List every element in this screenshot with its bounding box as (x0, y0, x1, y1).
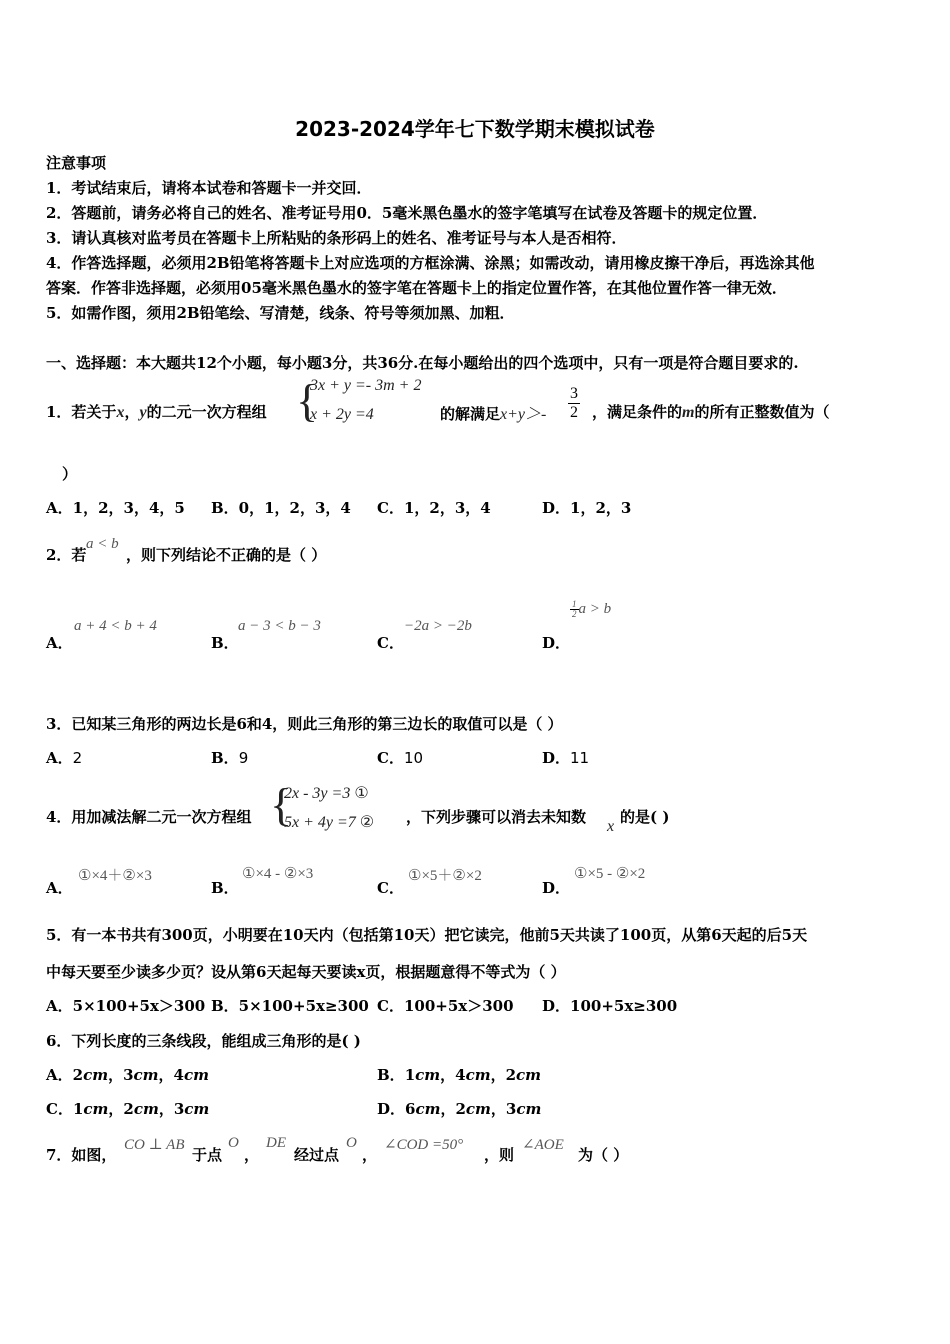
q4-option-a-label: A． (46, 879, 73, 897)
q7-angle-cod: ∠COD =50° (384, 1137, 464, 1153)
q6-option-b: B．1cm，4cm，2cm (377, 1066, 542, 1084)
q2-tail: ，则下列结论不正确的是（ ） (126, 546, 327, 564)
notice-item: 1．考试结束后，请将本试卷和答题卡一并交回． (46, 179, 372, 197)
q2-option-b-expr: a − 3 < b − 3 (238, 618, 321, 634)
q6-stem: 6．下列长度的三条线段，能组成三角形的是( ) (46, 1032, 361, 1050)
q2-option-c-label: C． (377, 634, 404, 652)
q6-option-a: A．2cm，3cm，4cm (46, 1066, 209, 1084)
q2-condition: a < b (86, 536, 119, 552)
notice-item: 2．答题前，请务必将自己的姓名、准考证号用0．5毫米黑色墨水的签字笔填写在试卷及答题卡的规定位置． (46, 204, 768, 222)
q4-variable: x (607, 818, 615, 835)
q2-option-a-expr: a + 4 < b + 4 (74, 618, 157, 634)
q2-option-c-expr: −2a > −2b (404, 618, 472, 634)
q4-option-d-expr: ①×5 - ②×2 (574, 866, 646, 882)
q5-option-a: A．5×100+5x＞300 (46, 997, 206, 1015)
q2-option-b-label: B． (211, 634, 239, 652)
q1-close-paren: ） (62, 465, 78, 483)
q1-system-brace: { (296, 375, 319, 426)
q1-condition: 的解满足x+y＞- (440, 405, 547, 423)
q7-text-4: ， (362, 1146, 378, 1164)
q1-option-a: A．1，2，3，4，5 (46, 499, 185, 517)
q4-option-b-label: B． (211, 879, 239, 897)
q4-option-c-label: C． (377, 879, 404, 897)
q4-prefix: 4．用加减法解二元一次方程组 (46, 808, 252, 826)
q1-equation-1: 3x + y =- 3m + 2 (310, 377, 422, 394)
q4-equation-2: 5x + 4y =7 ② (284, 814, 375, 831)
q4-option-d-label: D． (542, 879, 571, 897)
notice-item: 答案．作答非选择题，必须用05毫米黑色墨水的签字笔在答题卡上的指定位置作答，在其他位置作答一律无效． (46, 279, 787, 297)
q7-text-1: 于点 (192, 1146, 223, 1164)
q1-fraction: $\frac{3}{2}$ (570, 385, 578, 421)
q7-text-3: 经过点 (294, 1146, 340, 1164)
q4-option-b-expr: ①×4 - ②×3 (242, 866, 314, 882)
q5-stem-line1: 5．有一本书共有300页，小明要在10天内（包括第10天）把它读完，他前5天共读了100页，从第6天起的后5天 (46, 926, 808, 944)
q3-stem: 3．已知某三角形的两边长是6和4，则此三角形的第三边长的取值可以是（ ） (46, 715, 563, 733)
q4-option-c-expr: ①×5＋②×2 (408, 868, 482, 884)
q1-option-c: C．1，2，3，4 (377, 499, 491, 517)
q3-option-b: B．9 (211, 749, 249, 767)
q3-option-a: A．2 (46, 749, 83, 767)
q7-text-6: 为（ ） (578, 1146, 629, 1164)
q7-line-de: DE (266, 1135, 286, 1151)
q4-option-a-expr: ①×4＋②×3 (78, 868, 152, 884)
q6-option-c: C．1cm，2cm，3cm (46, 1100, 210, 1118)
notice-item: 4．作答选择题，必须用2B铅笔将答题卡上对应选项的方框涂满、涂黑；如需改动，请用橡皮擦干净后，再选涂其他 (46, 254, 815, 272)
q1-option-b: B．0，1，2，3，4 (211, 499, 351, 517)
q2-prefix: 2．若 (46, 546, 87, 564)
q7-text-5: ，则 (484, 1146, 515, 1164)
q1-equation-2: x + 2y =4 (310, 406, 374, 423)
q2-option-d-label: D． (542, 634, 571, 652)
q4-system-brace: { (270, 779, 293, 830)
q7-point-o-2: O (346, 1135, 357, 1151)
q7-point-o: O (228, 1135, 239, 1151)
q5-stem-line2: 中每天要至少读多少页？设从第6天起每天要读x页，根据题意得不等式为（ ） (46, 963, 566, 981)
q3-option-d: D．11 (542, 749, 590, 767)
q2-option-a-label: A． (46, 634, 73, 652)
notice-item: 3．请认真核对监考员在答题卡上所粘贴的条形码上的姓名、准考证号与本人是否相符． (46, 229, 627, 247)
q6-option-d: D．6cm，2cm，3cm (377, 1100, 542, 1118)
q4-end: 的是( ) (620, 808, 670, 826)
q4-equation-1: 2x - 3y =3 ① (284, 785, 369, 802)
q1-option-d: D．1，2，3 (542, 499, 632, 517)
section-header: 一、选择题：本大题共12个小题，每小题3分，共36分.在每小题给出的四个选项中，只有一项是符合题目要求的. (46, 354, 799, 372)
q5-option-d: D．100+5x≥300 (542, 997, 678, 1015)
q7-text-2: ， (244, 1146, 260, 1164)
q5-option-b: B．5×100+5x≥300 (211, 997, 369, 1015)
q1-tail: ，满足条件的m的所有正整数值为（ (592, 403, 830, 421)
q7-angle-aoe: ∠AOE (522, 1137, 564, 1153)
q4-tail: ，下列步骤可以消去未知数 (406, 808, 587, 826)
q7-prefix: 7．如图， (46, 1146, 117, 1164)
page-title: 2023-2024学年七下数学期末模拟试卷 (295, 117, 655, 141)
q3-option-c: C．10 (377, 749, 424, 767)
notice-heading: 注意事项 (46, 154, 107, 172)
q7-perpendicular: CO ⊥ AB (124, 1137, 185, 1153)
q2-option-d-expr: $\frac{1}{2}$ a > b (572, 599, 612, 619)
notice-item: 5．如需作图，须用2B铅笔绘、写清楚，线条、符号等须加黑、加粗． (46, 304, 515, 322)
q5-option-c: C．100+5x＞300 (377, 997, 514, 1015)
q1-stem: 1．若关于x，y的二元一次方程组 (46, 403, 267, 421)
